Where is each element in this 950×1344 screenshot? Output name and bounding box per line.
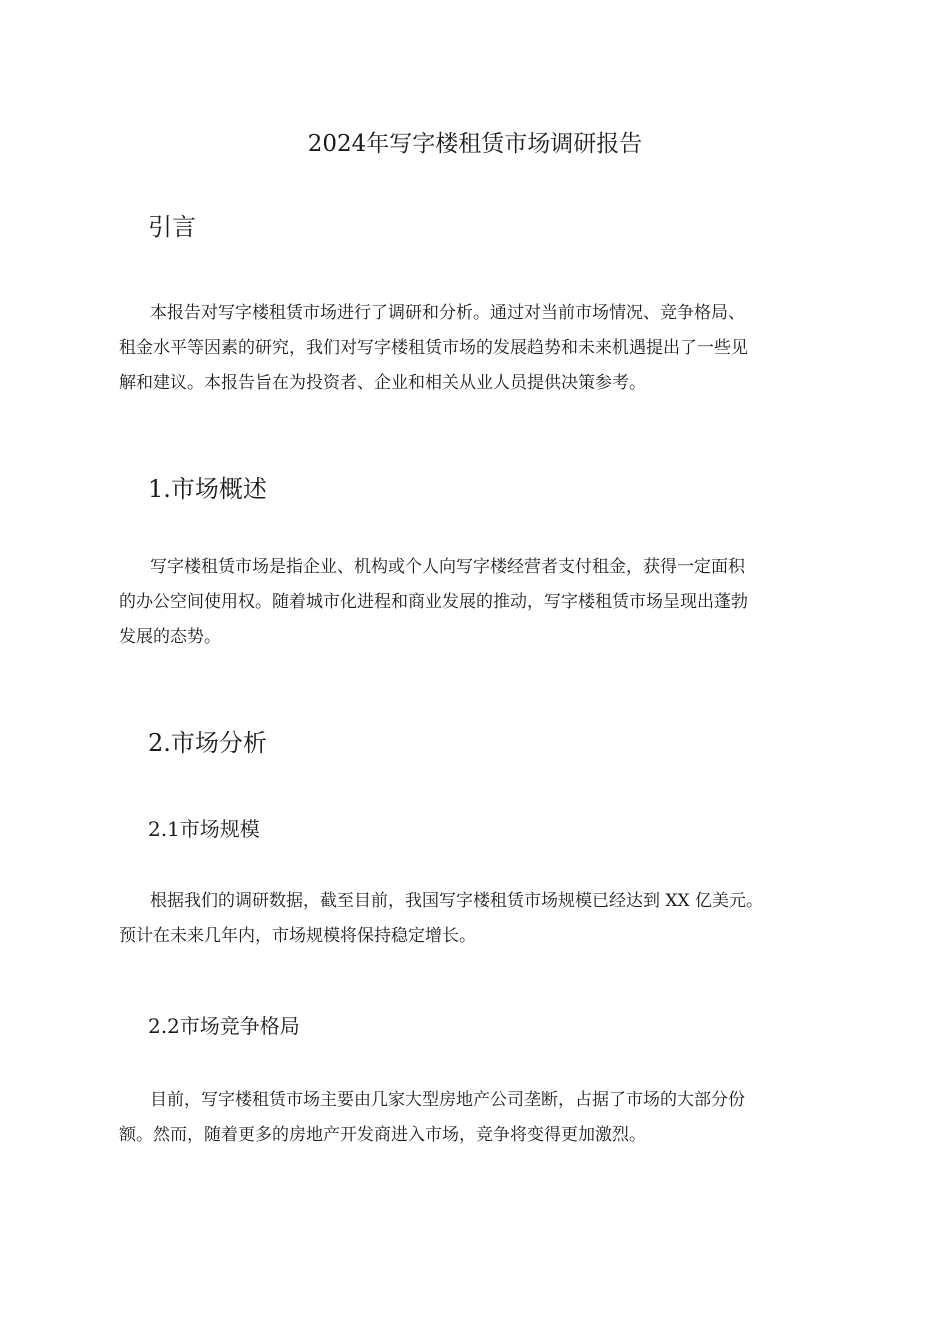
paragraph-line: 本报告对写字楼租赁市场进行了调研和分析。通过对当前市场情况、竞争格局、 xyxy=(150,303,745,323)
section-heading-intro: 引言 xyxy=(148,213,196,241)
section-heading-market-overview: 1.市场概述 xyxy=(148,475,267,503)
market-size-paragraph xyxy=(119,884,831,954)
paragraph-line: 预计在未来几年内，市场规模将保持稳定增长。 xyxy=(119,926,476,946)
subsection-heading-market-size: 2.1市场规模 xyxy=(148,817,260,841)
intro-paragraph xyxy=(119,296,831,401)
paragraph-line: 根据我们的调研数据，截至目前，我国写字楼租赁市场规模已经达到 XX 亿美元。 xyxy=(150,891,764,911)
paragraph-line: 目前，写字楼租赁市场主要由几家大型房地产公司垄断，占据了市场的大部分份 xyxy=(150,1090,745,1110)
paragraph-line: 解和建议。本报告旨在为投资者、企业和相关从业人员提供决策参考。 xyxy=(119,373,646,393)
paragraph-line: 的办公空间使用权。随着城市化进程和商业发展的推动，写字楼租赁市场呈现出蓬勃 xyxy=(119,592,748,612)
paragraph-line: 额。然而，随着更多的房地产开发商进入市场，竞争将变得更加激烈。 xyxy=(119,1125,646,1145)
paragraph-line: 租金水平等因素的研究，我们对写字楼租赁市场的发展趋势和未来机遇提出了一些见 xyxy=(119,338,748,358)
paragraph-line: 写字楼租赁市场是指企业、机构或个人向写字楼经营者支付租金，获得一定面积 xyxy=(150,557,745,577)
section-heading-market-analysis: 2.市场分析 xyxy=(148,729,267,757)
market-overview-paragraph xyxy=(119,550,831,655)
paragraph-line: 发展的态势。 xyxy=(119,627,221,647)
subsection-heading-competition: 2.2市场竞争格局 xyxy=(148,1014,300,1038)
document-title: 2024年写字楼租赁市场调研报告 xyxy=(307,131,643,157)
competition-paragraph xyxy=(119,1083,831,1153)
